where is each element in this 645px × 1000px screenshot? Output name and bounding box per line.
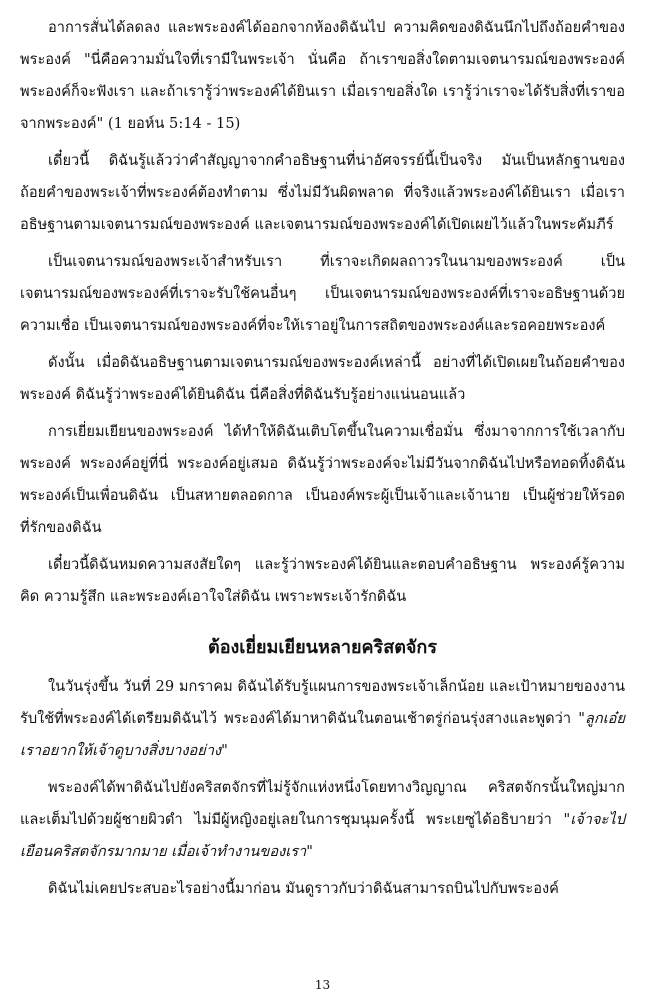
paragraph: การเยี่ยมเยียนของพระองค์ ได้ทำให้ดิฉันเติบโตขึ้นในความเชื่อมั่น ซึ่งมาจากการใช้เวลากับพระองค์ พระองค์อยู่ที่นี่ พระองค์อยู่เสมอ ดิฉันรู้ว่าพระองค์จะไม่มีวันจากดิฉันไปหรือทอดทิ้งดิฉัน พระองค์เป็นเพื่อนดิฉัน เป็นสหายตลอดกาล เป็นองค์พระผู้เป็นเจ้าและเจ้านาย เป็นผู้ช่วยให้รอดที่รักของดิฉัน: [20, 423, 625, 536]
page-number: 13: [314, 978, 331, 992]
paragraph: ดิฉันไม่เคยประสบอะไรอย่างนี้มาก่อน มันดูราวกับว่าดิฉันสามารถบินไปกับพระองค์: [48, 880, 559, 897]
bible-reference: (1 ยอห์น 5:14 - 15): [103, 115, 241, 132]
paragraph: [20, 671, 625, 767]
quoted-speech: "เจ้าจะไปเยือนคริสตจักรมากมาย เมื่อเจ้าทำงานของเรา": [20, 811, 625, 860]
paragraph: เดี๋ยวนี้ดิฉันหมดความสงสัยใดๆ และรู้ว่าพระองค์ได้ยินและตอบคำอธิษฐาน พระองค์รู้ความคิด ความรู้สึก และพระองค์เอาใจใส่ดิฉัน เพราะพระเจ้ารักดิฉัน: [20, 556, 625, 605]
paragraph-text: อาการสั่นได้ลดลง และพระองค์ได้ออกจากห้องดิฉันไป ความคิดของดิฉันนึกไปถึงถ้อยคำของพระองค์ "นี่คือความมั่นใจที่เรามีในพระเจ้า นั่นคือ ถ้าเราขอสิ่งใดตามเจตนารมณ์ของพระองค์ พระองค์ก็จะฟังเรา และถ้าเรารู้ว่าพระองค์ได้ยินเรา เมื่อเราขอสิ่งใด เรารู้ว่าเราจะได้รับสิ่งที่เราขอจากพระองค์": [20, 19, 625, 132]
paragraph: เป็นเจตนารมณ์ของพระเจ้าสำหรับเรา ที่เราจะเกิดผลถาวรในนามของพระองค์ เป็นเจตนารมณ์ของพระองค์ที่เราจะรับใช้คนอื่นๆ เป็นเจตนารมณ์ของพระองค์ที่เราจะอธิษฐานด้วยความเชื่อ เป็นเจตนารมณ์ของพระองค์ที่จะให้เราอยู่ในการสถิตของพระองค์และรอคอยพระองค์: [20, 253, 625, 334]
paragraph-text: พระองค์ได้พาดิฉันไปยังคริสตจักรที่ไม่รู้จักแห่งหนึ่งโดยทางวิญญาณ คริสตจักรนั้นใหญ่มากและเต็มไปด้วยผู้ชายผิวดำ ไม่มีผู้หญิงอยู่เลยในการชุมนุมครั้งนี้ พระเยซูได้อธิบายว่า: [20, 779, 625, 828]
paragraph: [20, 772, 625, 868]
paragraph-text: ในวันรุ่งขึ้น วันที่ 29 มกราคม ดิฉันได้รับรู้แผนการของพระเจ้าเล็กน้อย และเป้าหมายของงานรับใช้ที่พระองค์ได้เตรียมดิฉันไว้ พระองค์ได้มาหาดิฉันในตอนเช้าตรู่ก่อนรุ่งสางและพูดว่า: [20, 678, 625, 727]
section-heading: ต้องเยี่ยมเยียนหลายคริสตจักร: [208, 637, 437, 658]
quoted-speech: "ลูกเอ๋ย เราอยากให้เจ้าดูบางสิ่งบางอย่าง": [20, 710, 625, 759]
paragraph: [20, 12, 625, 140]
paragraph: เดี๋ยวนี้ ดิฉันรู้แล้วว่าคำสัญญาจากคำอธิษฐานที่น่าอัศจรรย์นี้เป็นจริง มันเป็นหลักฐานของถ้อยคำของพระเจ้าที่พระองค์ต้องทำตาม ซึ่งไม่มีวันผิดพลาด ที่จริงแล้วพระองค์ได้ยินเรา เมื่อเราอธิษฐานตามเจตนารมณ์ของพระองค์ และเจตนารมณ์ของพระองค์ได้เปิดเผยไว้แล้วในพระคัมภีร์: [20, 152, 625, 233]
paragraph: ดังนั้น เมื่อดิฉันอธิษฐานตามเจตนารมณ์ของพระองค์เหล่านี้ อย่างที่ได้เปิดเผยในถ้อยคำของพระองค์ ดิฉันรู้ว่าพระองค์ได้ยินดิฉัน นี่คือสิ่งที่ดิฉันรับรู้อย่างแน่นอนแล้ว: [20, 354, 625, 403]
